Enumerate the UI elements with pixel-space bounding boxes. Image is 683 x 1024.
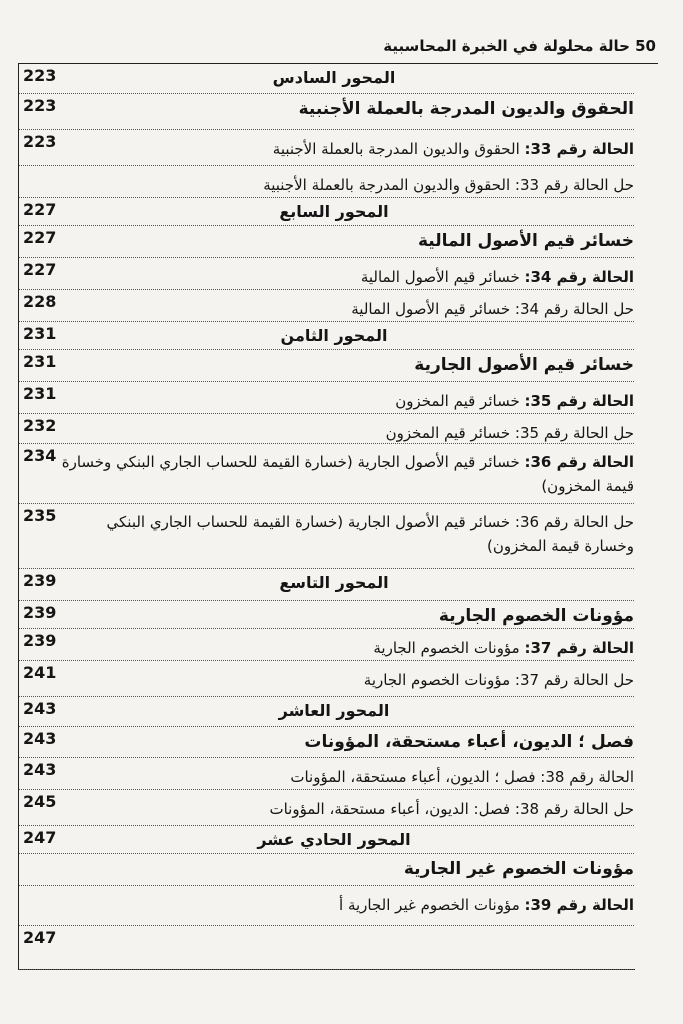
toc-row (19, 569, 634, 601)
case-title: خسائر قيم الأصول المالية (360, 268, 525, 286)
entry-title: مؤونات الخصوم غير الجارية (403, 859, 634, 879)
page-number: 223 (23, 96, 57, 115)
page-number: 239 (23, 631, 57, 650)
entry-title: حل الحالة رقم 34: خسائر قيم الأصول المالية (351, 300, 634, 318)
page-number: 231 (23, 352, 57, 371)
entry-title: حل الحالة رقم 33: الحقوق والديون المدرجة بالعملة الأجنبية (263, 176, 634, 194)
toc-row (19, 290, 634, 322)
case-label: الحالة رقم 33: (524, 140, 634, 158)
case-label: الحالة رقم 39: (524, 896, 634, 914)
toc-row (19, 382, 634, 414)
entry-title (54, 894, 634, 916)
toc-row (19, 130, 634, 166)
page-number: 227 (23, 260, 57, 279)
entry-title: مؤونات الخصوم الجارية (438, 606, 634, 626)
toc-row (19, 226, 634, 258)
page-number: 231 (23, 384, 57, 403)
case-title: مؤونات الخصوم الجارية (373, 639, 525, 657)
entry-title: خسائر قيم الأصول المالية (418, 231, 634, 251)
entry-title: حل الحالة رقم 37: مؤونات الخصوم الجارية (363, 671, 634, 689)
toc-row (19, 629, 634, 661)
page-number: 247 (23, 928, 57, 947)
toc-row (19, 198, 634, 226)
toc-row (19, 697, 634, 727)
entry-title: فصل ؛ الديون، أعباء مستحقة، المؤونات (304, 732, 634, 752)
page-number: 247 (23, 828, 57, 847)
entry-title (54, 450, 634, 498)
toc-row (19, 322, 634, 350)
toc-row (19, 886, 634, 926)
toc-row (19, 758, 634, 790)
page-number: 234 (23, 446, 57, 465)
page-number: 228 (23, 292, 57, 311)
table-of-contents (18, 64, 635, 970)
entry-title: المحور الحادي عشر (257, 830, 411, 849)
case-title: مؤونات الخصوم غير الجارية أ (339, 896, 525, 914)
case-title: الحقوق والديون المدرجة بالعملة الأجنبية (272, 140, 525, 158)
page-number: 223 (23, 66, 57, 85)
case-title: خسائر قيم المخزون (395, 392, 525, 410)
entry-title (54, 138, 634, 160)
entry-title (54, 266, 634, 288)
toc-row (19, 601, 634, 629)
toc-row (19, 166, 634, 198)
entry-title: الحالة رقم 38: فصل ؛ الديون، أعباء مستحقة، المؤونات (290, 768, 634, 786)
page-number: 239 (23, 603, 57, 622)
page-number: 245 (23, 792, 57, 811)
entry-title: المحور العاشر (278, 701, 390, 720)
page-number: 232 (23, 416, 57, 435)
page-number: 239 (23, 571, 57, 590)
entry-title: حل الحالة رقم 38: فصل: الديون، أعباء مستحقة، المؤونات (269, 800, 634, 818)
toc-row (19, 854, 634, 886)
toc-row (19, 414, 634, 444)
case-label: الحالة رقم 35: (524, 392, 634, 410)
page-number: 241 (23, 663, 57, 682)
entry-title: الحقوق والديون المدرجة بالعملة الأجنبية (298, 99, 634, 119)
case-label: الحالة رقم 34: (524, 268, 634, 286)
entry-title: خسائر قيم الأصول الجارية (414, 355, 634, 375)
page-header (18, 33, 658, 64)
entry-title: المحور السابع (279, 202, 389, 221)
case-title: خسائر قيم الأصول الجارية (خسارة القيمة للحساب الجاري البنكي وخسارة قيمة المخزون) (61, 453, 634, 495)
running-header: 50 حالة محلولة في الخبرة المحاسبية (383, 37, 656, 55)
toc-row (19, 727, 634, 758)
entry-title (54, 390, 634, 412)
toc-row (19, 926, 634, 970)
toc-row (19, 64, 634, 94)
entry-title (54, 637, 634, 659)
toc-row (19, 826, 634, 854)
case-label: الحالة رقم 36: (524, 453, 634, 471)
page-number: 231 (23, 324, 57, 343)
entry-title: المحور الثامن (280, 326, 388, 345)
entry-title: المحور السادس (272, 68, 396, 87)
page-number: 235 (23, 506, 57, 525)
toc-row (19, 444, 634, 504)
toc-row (19, 790, 634, 826)
page-number: 243 (23, 729, 57, 748)
toc-row (19, 661, 634, 697)
page-number: 227 (23, 228, 57, 247)
toc-row (19, 504, 634, 569)
case-label: الحالة رقم 37: (524, 639, 634, 657)
page-number: 227 (23, 200, 57, 219)
entry-title: حل الحالة رقم 36: خسائر قيم الأصول الجارية (خسارة القيمة للحساب الجاري البنكي وخسارة قيمة المخزون) (106, 513, 634, 555)
page-number: 243 (23, 699, 57, 718)
entry-title: حل الحالة رقم 35: خسائر قيم المخزون (385, 424, 634, 442)
toc-row (19, 94, 634, 130)
toc-row (19, 350, 634, 382)
toc-row (19, 258, 634, 290)
entry-title: المحور التاسع (279, 573, 389, 592)
page-number: 243 (23, 760, 57, 779)
page-number: 223 (23, 132, 57, 151)
